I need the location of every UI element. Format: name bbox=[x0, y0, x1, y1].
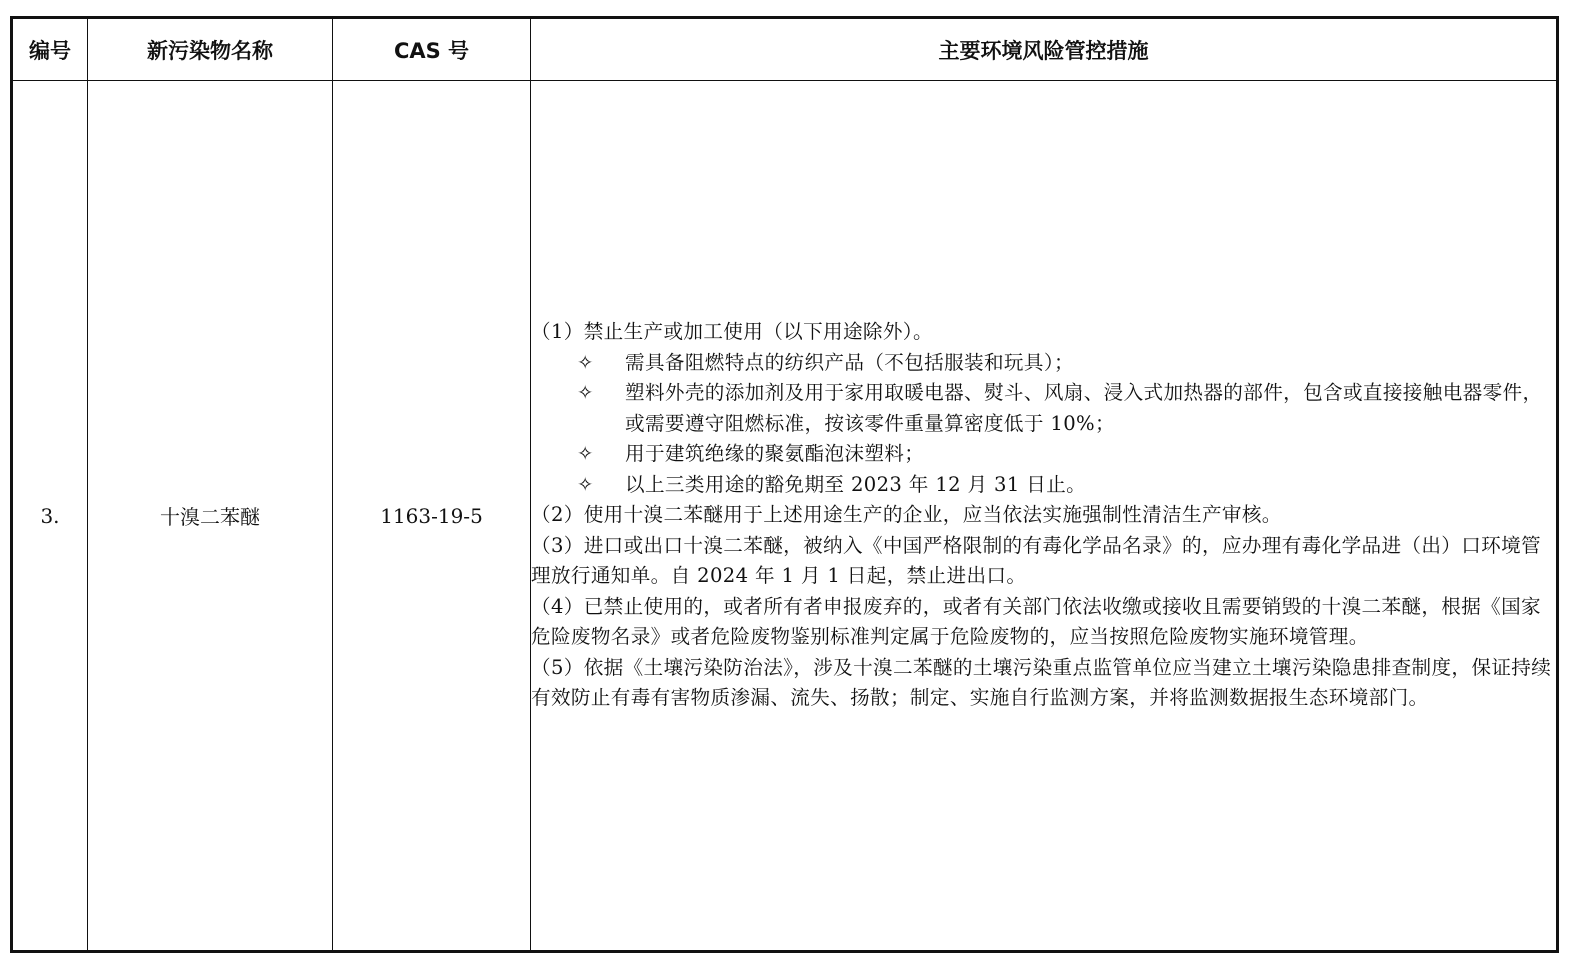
exemption-text: 以上三类用途的豁免期至 2023 年 12 月 31 日止。 bbox=[625, 472, 1087, 496]
header-pollutant-name: 新污染物名称 bbox=[88, 18, 333, 81]
diamond-bullet-icon: ✧ bbox=[577, 350, 594, 374]
measure-item-3: （3）进口或出口十溴二苯醚，被纳入《中国严格限制的有毒化学品名录》的，应办理有毒化学品进（出）口环境管理放行通知单。自 2024 年 1 月 1 日起，禁止进出口。 bbox=[531, 533, 1542, 588]
measure-item-2: （2）使用十溴二苯醚用于上述用途生产的企业，应当依法实施强制性清洁生产审核。 bbox=[531, 503, 1282, 527]
list-item bbox=[531, 348, 1556, 379]
measure-item-4: （4）已禁止使用的，或者所有者申报废弃的，或者有关部门依法收缴或接收且需要销毁的十溴二苯醚，根据《国家危险废物名录》或者危险废物鉴别标准判定属于危险废物的，应当按照危险废物实施环境管理。 bbox=[531, 594, 1542, 649]
control-measures bbox=[531, 317, 1556, 714]
diamond-bullet-icon: ✧ bbox=[577, 472, 594, 496]
exemption-text: 需具备阻燃特点的纺织产品（不包括服装和玩具）； bbox=[625, 350, 1074, 374]
exemption-text: 用于建筑绝缘的聚氨酯泡沫塑料； bbox=[625, 442, 925, 466]
exemption-list bbox=[531, 348, 1556, 501]
exemption-text: 塑料外壳的添加剂及用于家用取暖电器、熨斗、风扇、浸入式加热器的部件，包含或直接接触电器零件，或需要遵守阻燃标准，按该零件重量算密度低于 10%； bbox=[625, 381, 1543, 435]
cas-number: 1163-19-5 bbox=[333, 81, 531, 952]
diamond-bullet-icon: ✧ bbox=[577, 381, 594, 405]
pollutant-name: 十溴二苯醚 bbox=[88, 81, 333, 952]
header-control-measures: 主要环境风险管控措施 bbox=[531, 18, 1558, 81]
list-item bbox=[531, 470, 1556, 501]
list-item bbox=[531, 439, 1556, 470]
header-row bbox=[12, 18, 1558, 81]
list-item bbox=[531, 378, 1556, 439]
measure-item-1: （1）禁止生产或加工使用（以下用途除外）。 bbox=[531, 320, 933, 344]
diamond-bullet-icon: ✧ bbox=[577, 442, 594, 466]
row-number: 3. bbox=[12, 81, 88, 952]
measure-item-5: （5）依据《土壤污染防治法》，涉及十溴二苯醚的土壤污染重点监管单位应当建立土壤污染隐患排查制度，保证持续有效防止有毒有害物质渗漏、流失、扬散；制定、实施自行监测方案，并将监测数据报生态环境部门。 bbox=[531, 655, 1552, 710]
pollutant-control-table bbox=[10, 16, 1559, 953]
table-row bbox=[12, 81, 1558, 952]
header-cas-number: CAS 号 bbox=[333, 18, 531, 81]
control-measures-cell bbox=[531, 81, 1558, 952]
header-number: 编号 bbox=[12, 18, 88, 81]
